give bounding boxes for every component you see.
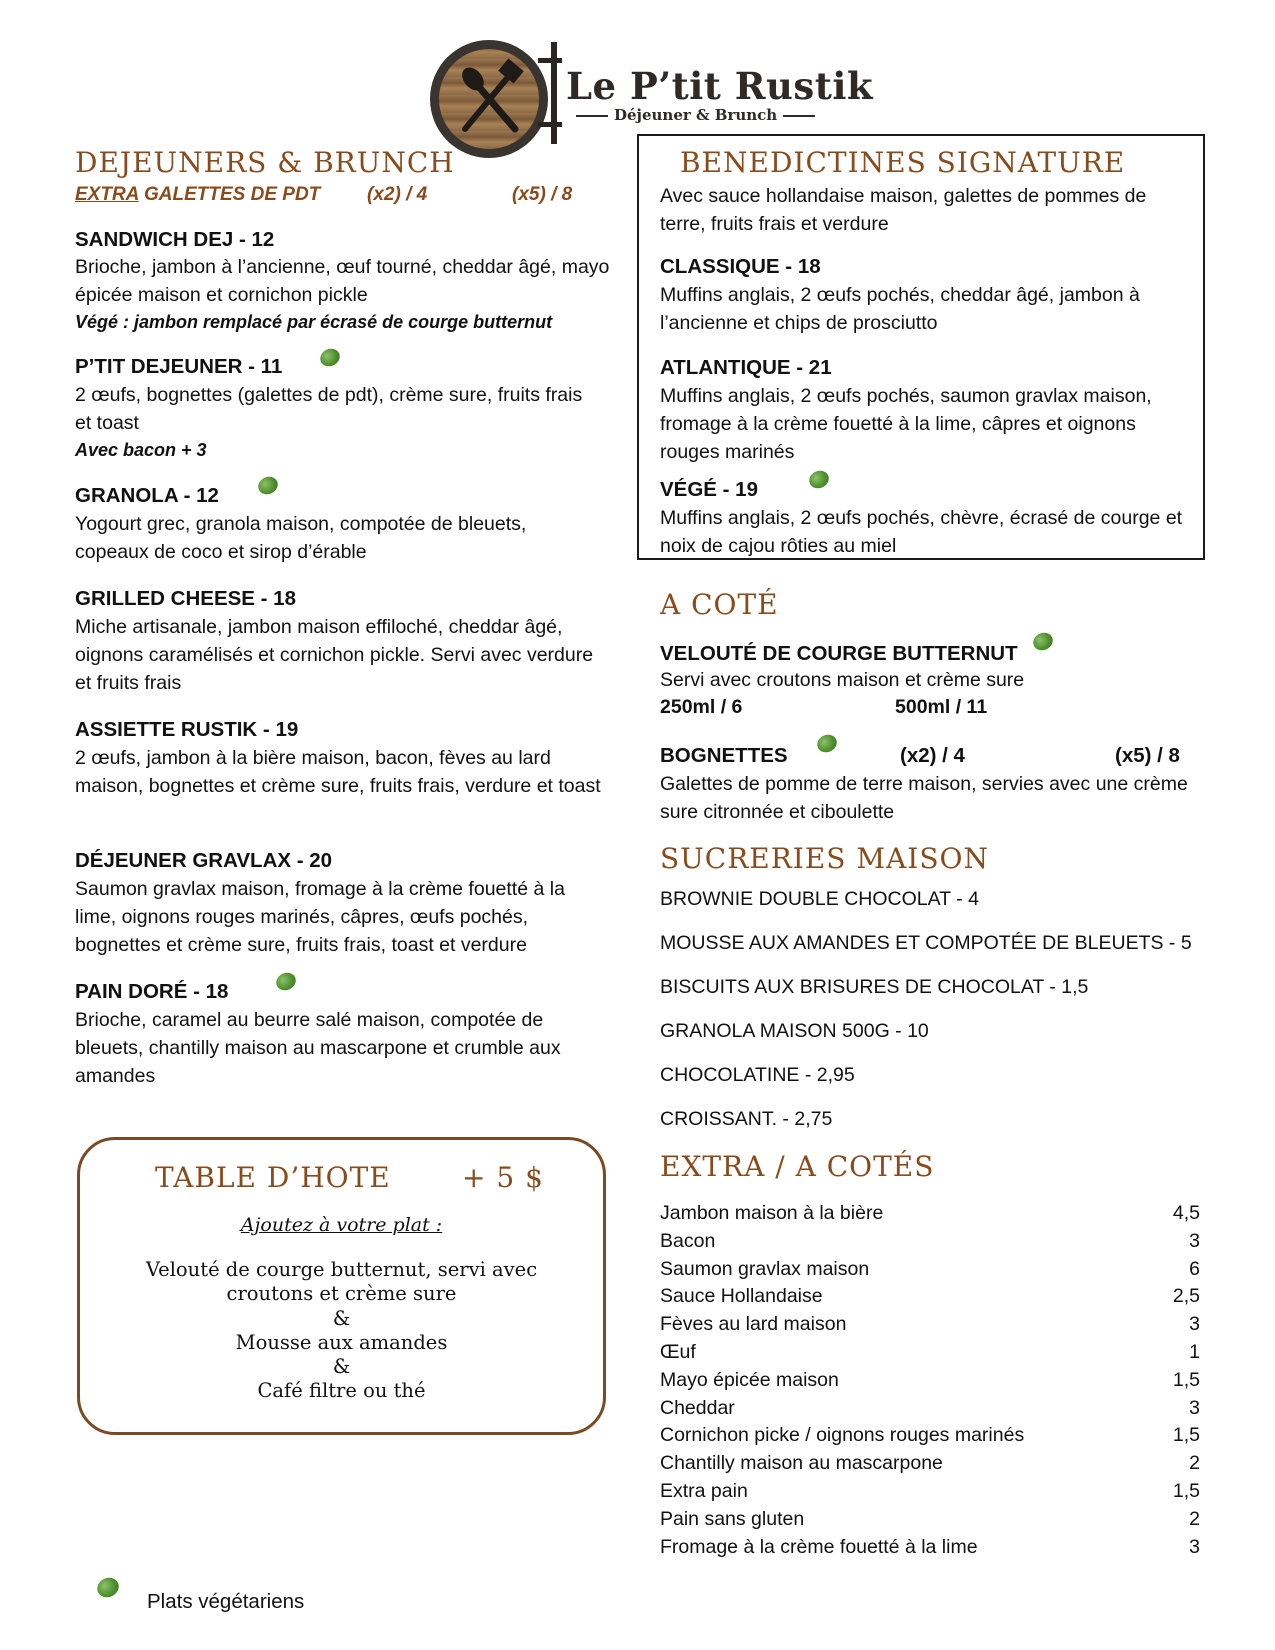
section-heading-extras: EXTRA / A COTÉS — [660, 1150, 935, 1183]
menu-item-description: Yogourt grec, granola maison, compotée de bleuets, copeaux de coco et sirop d’érable — [75, 513, 527, 563]
menu-item-title: DÉJEUNER GRAVLAX - 20 — [75, 849, 333, 872]
brand-tagline: Déjeuner & Brunch — [570, 106, 821, 124]
menu-item-description: Muffins anglais, 2 œufs pochés, saumon gravlax maison, fromage à la crème fouetté à la lime, câpres et oignons rouges marinés — [660, 385, 1152, 463]
brand-name: Le P’tit Rustik — [566, 64, 874, 108]
bognettes-price-x2: (x2) / 4 — [900, 744, 965, 767]
extras-row: Pain sans gluten 2 — [660, 1507, 1200, 1530]
extras-row: Fèves au lard maison 3 — [660, 1313, 1200, 1336]
logo — [430, 36, 874, 146]
veloute-price-small: 250ml / 6 — [660, 696, 743, 718]
extras-row: Mayo épicée maison 1,5 — [660, 1368, 1200, 1391]
menu-item-title: SANDWICH DEJ - 12 — [75, 228, 275, 251]
bognettes-title: BOGNETTES — [660, 744, 788, 767]
menu-item-title: ATLANTIQUE - 21 — [660, 356, 832, 379]
menu-item-note: Végé : jambon remplacé par écrasé de courge butternut — [75, 312, 553, 332]
menu-item-title: GRILLED CHEESE - 18 — [75, 587, 296, 610]
veloute-description: Servi avec croutons maison et crème sure — [660, 669, 1025, 691]
section-heading-sucreries: SUCRERIES MAISON — [660, 842, 989, 875]
extras-row: Fromage à la crème fouetté à la lime 3 — [660, 1535, 1200, 1558]
extras-list — [660, 1200, 1200, 1561]
menu-item-title: GRANOLA - 12 — [75, 484, 219, 507]
vegetarian-leaf-icon — [94, 1574, 122, 1601]
extras-row: Œuf 1 — [660, 1340, 1200, 1363]
menu-item-description: 2 œufs, jambon à la bière maison, bacon, fèves au lard maison, bognettes et crème sure, fruits frais, verdure et toast — [75, 747, 601, 797]
menu-item-title: CLASSIQUE - 18 — [660, 255, 821, 278]
extras-row: Bacon 3 — [660, 1229, 1200, 1252]
bognettes-description: Galettes de pomme de terre maison, servies avec une crème sure citronnée et ciboulette — [660, 773, 1188, 823]
extras-row: Chantilly maison au mascarpone 2 — [660, 1452, 1200, 1475]
dessert-item: CROISSANT. - 2,75 — [660, 1108, 833, 1130]
table-hote-title: TABLE D’HOTE — [155, 1161, 391, 1194]
extras-row: Sauce Hollandaise 2,5 — [660, 1285, 1200, 1308]
menu-item-description: Muffins anglais, 2 œufs pochés, chèvre, écrasé de courge et noix de cajou rôties au miel — [660, 507, 1183, 557]
veloute-price-large: 500ml / 11 — [895, 696, 988, 718]
extras-row: Cheddar 3 — [660, 1396, 1200, 1419]
table-hote-subtitle: Ajoutez à votre plat : — [240, 1214, 443, 1236]
table-hote-price: + 5 $ — [462, 1161, 544, 1194]
extras-row: Saumon gravlax maison 6 — [660, 1257, 1200, 1280]
section-heading-benedictines: BENEDICTINES SIGNATURE — [680, 146, 1126, 179]
extras-row: Jambon maison à la bière 4,5 — [660, 1202, 1200, 1224]
menu-item-description: Brioche, caramel au beurre salé maison, compotée de bleuets, chantilly maison au mascarpone et crumble aux amandes — [75, 1009, 561, 1087]
menu-item-description: Miche artisanale, jambon maison effiloché, cheddar âgé, oignons caramélisés et cornichon pickle. Servi avec verdure et fruits frais — [75, 616, 594, 694]
extras-row: Extra pain 1,5 — [660, 1479, 1200, 1502]
legend-label: Plats végétariens — [147, 1590, 305, 1613]
dessert-item: BROWNIE DOUBLE CHOCOLAT - 4 — [660, 888, 979, 910]
veloute-title: VELOUTÉ DE COURGE BUTTERNUT — [660, 642, 1018, 665]
menu-item-note: Avec bacon + 3 — [75, 440, 207, 460]
vegetarian-leaf-icon — [255, 474, 280, 498]
dessert-item: MOUSSE AUX AMANDES ET COMPOTÉE DE BLEUETS - 5 — [660, 932, 1192, 954]
menu-item-title: P’TIT DEJEUNER - 11 — [75, 355, 283, 378]
vegetarian-leaf-icon — [814, 732, 839, 756]
vegetarian-leaf-icon — [273, 970, 298, 994]
menu-item-description: Brioche, jambon à l’ancienne, œuf tourné, cheddar âgé, mayo épicée maison et cornichon pickle — [75, 256, 610, 306]
dessert-item: CHOCOLATINE - 2,95 — [660, 1064, 855, 1086]
menu-item-description: 2 œufs, bognettes (galettes de pdt), crème sure, fruits frais et toast — [75, 384, 583, 434]
menu-item-title: VÉGÉ - 19 — [660, 478, 758, 501]
extras-row: Cornichon picke / oignons rouges marinés 1,5 — [660, 1424, 1200, 1447]
vegetarian-leaf-icon — [317, 346, 342, 370]
extra-galettes-line: EXTRA GALETTES DE PDT (x2) / 4 (x5) / 8 — [75, 184, 573, 205]
vegetarian-leaf-icon — [1030, 630, 1055, 654]
menu-item-description: Saumon gravlax maison, fromage à la crème fouetté à la lime, oignons rouges marinés, câpres, œufs pochés, bognettes et crème sure, fruits frais, toast et verdure — [75, 878, 565, 956]
menu-item-title: PAIN DORÉ - 18 — [75, 980, 229, 1003]
section-heading-a-cote: A COTÉ — [660, 588, 779, 621]
menu-item-description: Muffins anglais, 2 œufs pochés, cheddar âgé, jambon à l’ancienne et chips de prosciutto — [660, 284, 1140, 334]
dessert-item: GRANOLA MAISON 500G - 10 — [660, 1020, 929, 1042]
menu-item-title: ASSIETTE RUSTIK - 19 — [75, 718, 299, 741]
section-heading-dejeuners: DEJEUNERS & BRUNCH — [75, 146, 455, 179]
bognettes-price-x5: (x5) / 8 — [1115, 744, 1180, 767]
dessert-item: BISCUITS AUX BRISURES DE CHOCOLAT - 1,5 — [660, 976, 1089, 998]
table-hote-contents: Velouté de courge butternut, servi avec croutons et crème sure & Mousse aux amandes & Café filtre ou thé — [145, 1258, 538, 1403]
benedictines-intro: Avec sauce hollandaise maison, galettes de pommes de terre, fruits frais et verdure — [660, 185, 1147, 235]
